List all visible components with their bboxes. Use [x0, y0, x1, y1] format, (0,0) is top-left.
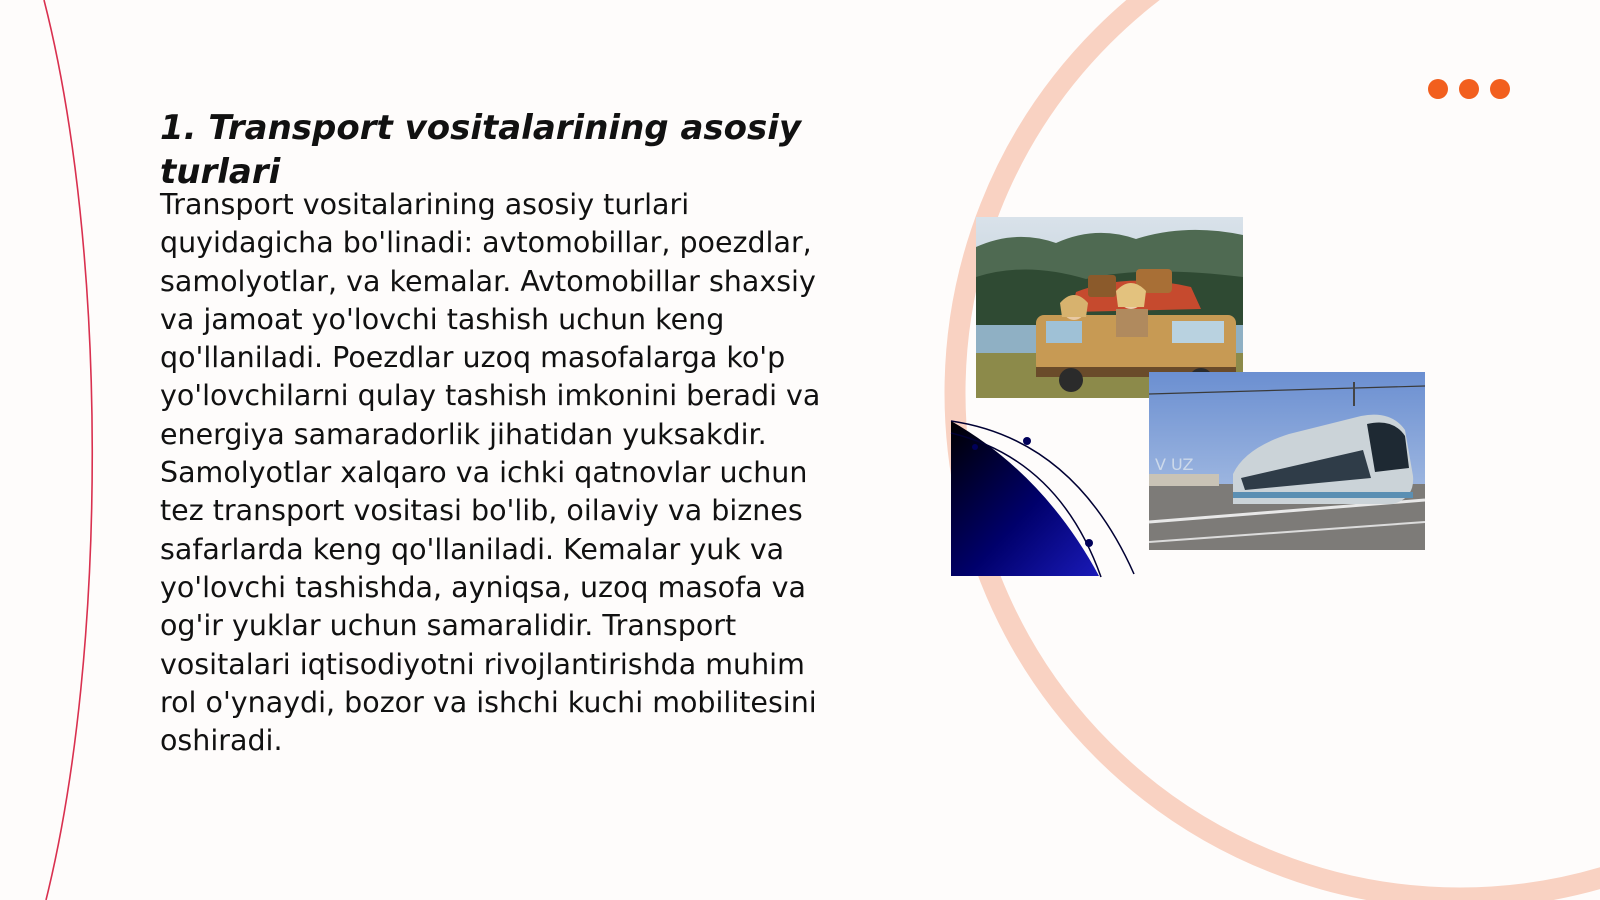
dot — [1490, 79, 1510, 99]
svg-text:V UZ: V UZ — [1155, 455, 1194, 474]
decorative-red-line — [44, 0, 92, 900]
slide-title: 1. Transport vositalarining asosiy turlari — [160, 108, 802, 192]
dot — [1428, 79, 1448, 99]
car-photo — [976, 217, 1243, 398]
blue-corner-graphic — [949, 419, 1149, 579]
more-dots-icon — [1428, 79, 1510, 99]
dot — [1459, 79, 1479, 99]
slide-body-text: Transport vositalarining asosiy turlari quyidagicha bo'linadi: avtomobillar, poezdlar, samolyotlar, va kemalar. Avtomobillar shaxsiy va jamoat yo'lovchi tashish uchun keng qo'llaniladi. Poezdlar uzoq masofalarga ko'p yo'lovchilarni qulay tashish imkonini beradi va energiya samaradorlik jihatidan yuksakdir. Samolyotlar xalqaro va ichki qatnovlar uchun tez transport vositasi bo'lib, oilaviy va biznes safarlarda keng qo'llaniladi. Kemalar yuk va yo'lovchi tashishda, ayniqsa, uzoq masofa va og'ir yuklar uchun samaralidir. Transport vositalari iqtisodiyotni rivojlantirishda muhim rol o'ynaydi, bozor va ishchi kuchi mobilitesini oshiradi. — [160, 188, 821, 758]
tram-photo — [1149, 372, 1425, 550]
